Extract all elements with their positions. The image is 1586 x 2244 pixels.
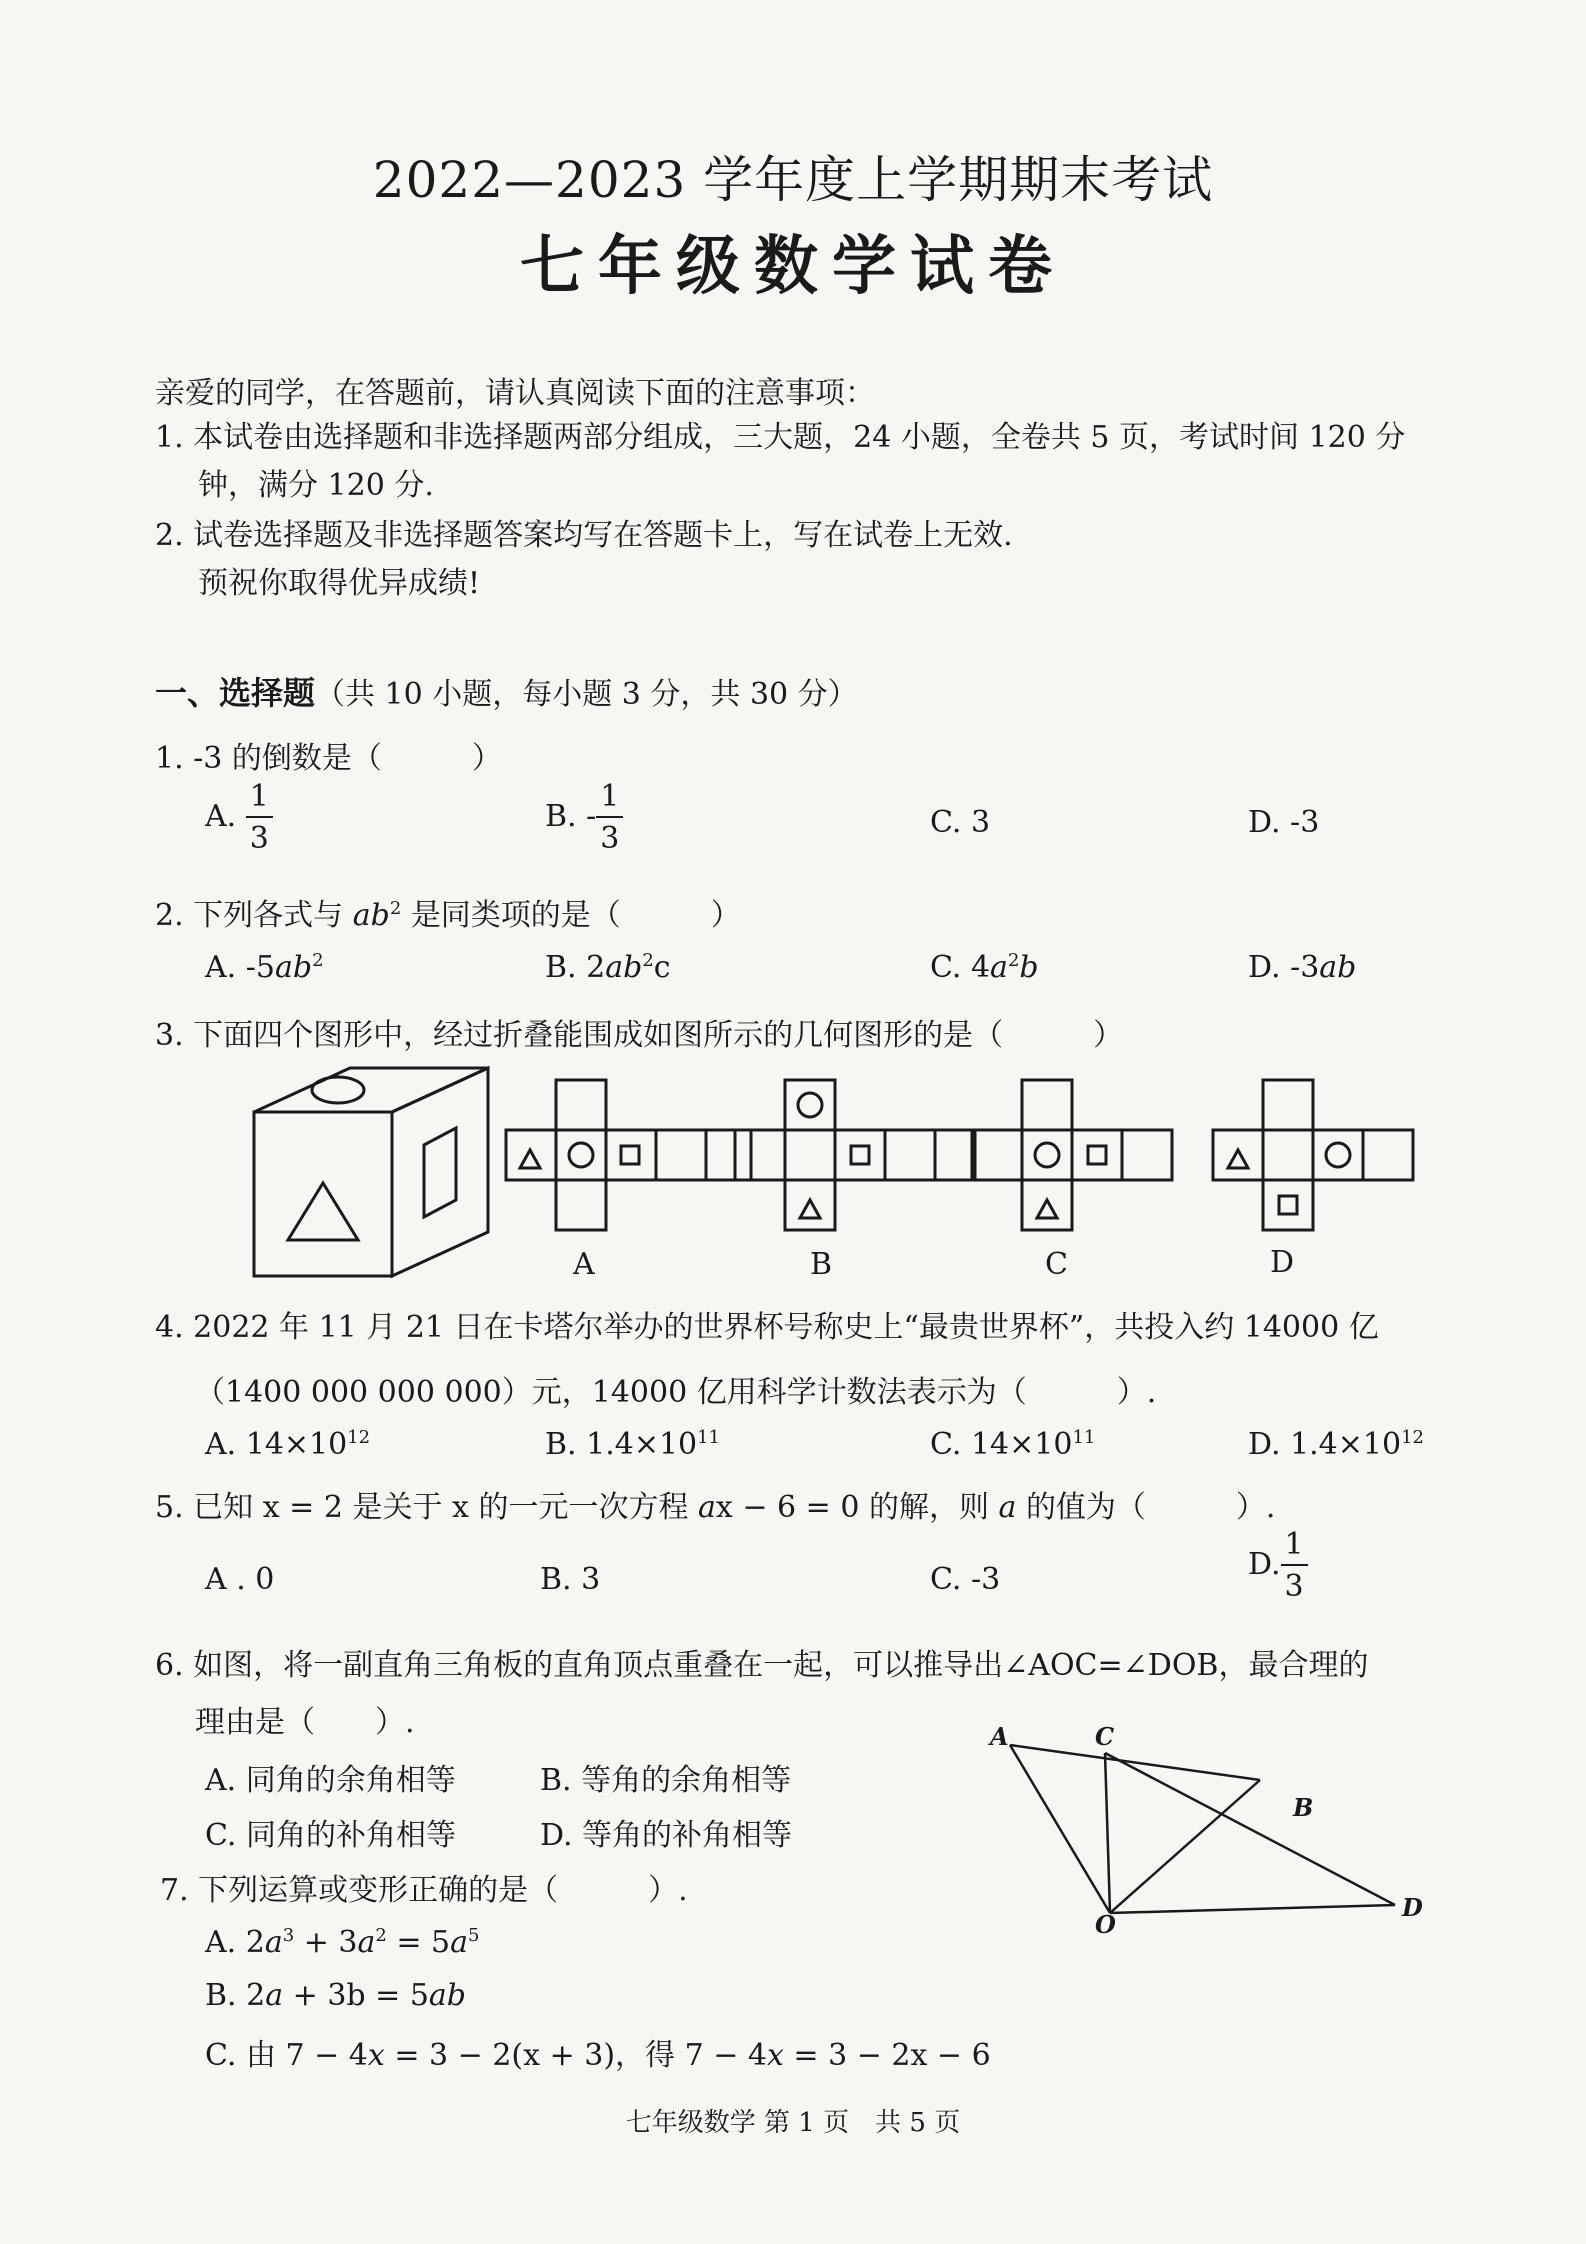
fig-label-b: B bbox=[1293, 1793, 1314, 1822]
q6-option-c: C. 同角的补角相等 bbox=[205, 1818, 456, 1853]
q4-option-a: A. $14\times 10^{12}$ bbox=[205, 1427, 371, 1462]
notice-wish: 预祝你取得优异成绩! bbox=[198, 566, 481, 601]
q4-option-b: B. $1.4\times 10^{11}$ bbox=[545, 1427, 721, 1462]
q4-option-c: C. $14\times 10^{11}$ bbox=[930, 1427, 1096, 1462]
q5-option-a: A . 0 bbox=[205, 1562, 275, 1597]
notice-item-2: 2. 试卷选择题及非选择题答案均写在答题卡上，写在试卷上无效. bbox=[155, 518, 1013, 553]
notice-item-1-cont: 钟，满分 120 分. bbox=[198, 468, 434, 503]
q2-option-b: B. $2ab^2c$ bbox=[545, 950, 671, 985]
q2-option-c: C. $4a^2b$ bbox=[930, 950, 1039, 985]
q7-option-a: A. $2a^3 + 3a^2 = 5a^5$ bbox=[205, 1925, 480, 1960]
notice-intro: 亲爱的同学，在答题前，请认真阅读下面的注意事项： bbox=[155, 376, 875, 411]
q6-line-1: 6. 如图，将一副直角三角板的直角顶点重叠在一起，可以推导出∠AOC=∠DOB，最合理的 bbox=[155, 1648, 1369, 1683]
q7-stem: 7. 下列运算或变形正确的是（ ）. bbox=[160, 1873, 688, 1908]
q3-label-b: B bbox=[810, 1247, 833, 1282]
q4-option-d: D. $1.4\times 10^{12}$ bbox=[1248, 1427, 1424, 1462]
q1-stem: 1. -3 的倒数是（ ） bbox=[155, 741, 502, 776]
q1-option-b bbox=[545, 779, 623, 856]
exam-title: 2022—2023 学年度上学期期末考试 bbox=[372, 151, 1214, 209]
cube-figure bbox=[254, 1068, 488, 1276]
q5-option-c: C. -3 bbox=[930, 1562, 1001, 1597]
q2-stem: 2. 下列各式与 $ab^2$ 是同类项的是（ ） bbox=[155, 898, 741, 933]
section-1-heading bbox=[155, 668, 858, 714]
q3-label-d: D bbox=[1270, 1245, 1295, 1280]
q5-option-d: D. $\frac{1}{3}$ bbox=[1248, 1530, 1308, 1602]
square-icon bbox=[424, 1128, 456, 1217]
page-footer: 七年级数学 第 1 页 共 5 页 bbox=[625, 2108, 961, 2138]
q4-line-2: （1400 000 000 000）元，14000 亿用科学计数法表示为（ ）. bbox=[195, 1375, 1157, 1410]
notice-item-1: 1. 本试卷由选择题和非选择题两部分组成，三大题，24 小题，全卷共 5 页，考试时间 120 分 bbox=[155, 420, 1406, 455]
q1-option-a bbox=[205, 779, 273, 856]
q4-line-1: 4. 2022 年 11 月 21 日在卡塔尔举办的世界杯号称史上“最贵世界杯”，共投入约 14000 亿 bbox=[155, 1310, 1379, 1345]
fig-label-a: A bbox=[990, 1722, 1009, 1751]
q6-option-d: D. 等角的补角相等 bbox=[540, 1818, 793, 1853]
q7-option-c: C. 由 7 − 4x = 3 − 2(x + 3)，得 7 − 4x = 3 − 2x − 6 bbox=[205, 2038, 991, 2073]
fig-label-o: O bbox=[1095, 1910, 1116, 1939]
fig-label-d: D bbox=[1402, 1893, 1423, 1922]
fig-label-c: C bbox=[1095, 1722, 1115, 1751]
net-d bbox=[1213, 1080, 1413, 1230]
section-1-desc: （共 10 小题，每小题 3 分，共 30 分） bbox=[315, 677, 858, 712]
q6-option-b: B. 等角的余角相等 bbox=[540, 1763, 792, 1798]
triangle-icon bbox=[288, 1183, 358, 1240]
q2-option-d: D. -3ab bbox=[1248, 950, 1357, 985]
q5-option-b: B. 3 bbox=[540, 1562, 601, 1597]
q1-a-fraction: $\frac{1}{3}$ bbox=[246, 782, 273, 854]
section-1-title: 一、选择题 bbox=[155, 674, 316, 712]
q7-option-b: B. 2a + 3b = 5ab bbox=[205, 1978, 466, 2013]
q6-option-a: A. 同角的余角相等 bbox=[205, 1763, 456, 1798]
q6-triangle-figure bbox=[980, 1715, 1440, 1935]
q2-option-a: A. $-5ab^2$ bbox=[205, 950, 324, 985]
q3-stem: 3. 下面四个图形中，经过折叠能围成如图所示的几何图形的是（ ） bbox=[155, 1018, 1124, 1053]
q1-a-prefix: A. bbox=[205, 799, 237, 834]
exam-subtitle: 七年级数学试卷 bbox=[520, 229, 1066, 304]
q1-option-c: C. 3 bbox=[930, 805, 991, 840]
net-c bbox=[972, 1080, 1172, 1230]
net-a bbox=[506, 1080, 751, 1230]
q1-b-prefix: B. - bbox=[545, 799, 597, 834]
q3-label-c: C bbox=[1045, 1247, 1068, 1282]
net-b bbox=[735, 1080, 975, 1230]
q1-option-d: D. -3 bbox=[1248, 805, 1320, 840]
q6-line-2: 理由是（ ）. bbox=[195, 1705, 415, 1740]
q5-stem: 5. 已知 x = 2 是关于 x 的一元一次方程 ax − 6 = 0 的解，则 a 的值为（ ）. bbox=[155, 1490, 1276, 1525]
q1-b-fraction: $\frac{1}{3}$ bbox=[596, 782, 623, 854]
q3-label-a: A bbox=[573, 1247, 595, 1282]
